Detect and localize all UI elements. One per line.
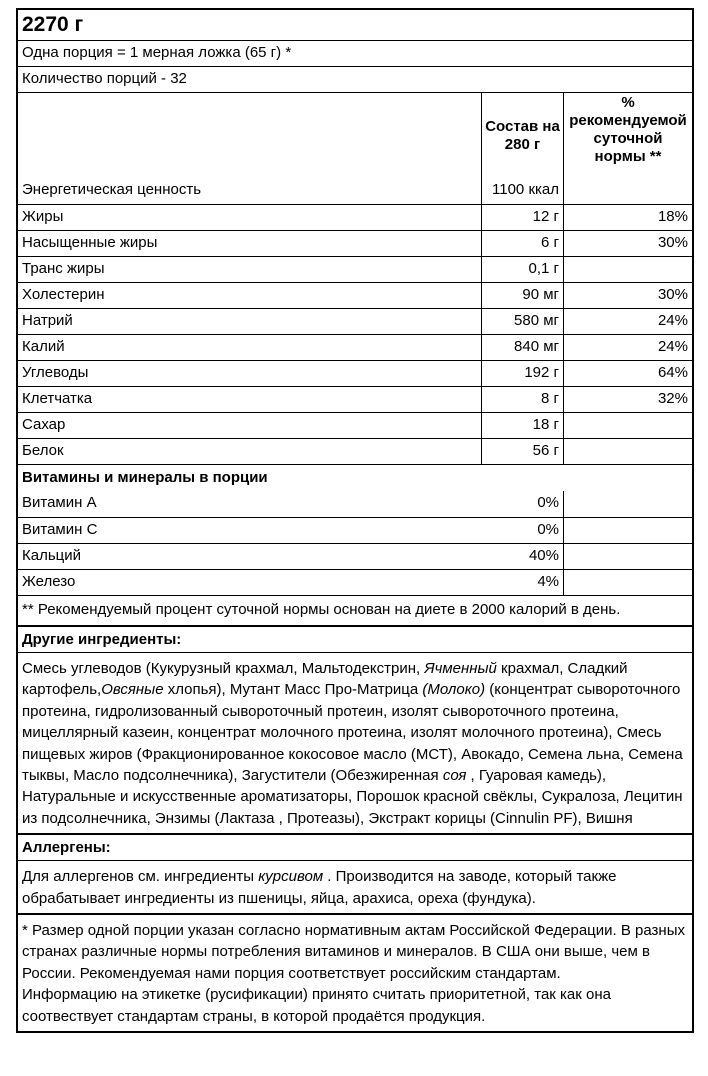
header-daily-value: % рекомендуемой суточной нормы ** (569, 94, 687, 165)
vitamin-empty-cell (564, 570, 692, 595)
vitamin-value: 0% (537, 521, 559, 538)
servings-count: Количество порций - 32 (18, 66, 692, 92)
nutrient-row (18, 308, 692, 334)
nutrient-row (18, 230, 692, 256)
vitamin-name: Витамин С (22, 521, 98, 538)
header-blank (18, 93, 482, 178)
nutrient-row (18, 386, 692, 412)
product-weight: 2270 г (22, 13, 84, 36)
nutrient-name: Натрий (18, 309, 482, 334)
serving-note-2: Информацию на этикетке (русификации) принято считать приоритетной, так как она соотвествует стандартам страны, в которой продаётся продукция. (22, 986, 611, 1025)
vitamin-row (18, 491, 692, 517)
nutrient-name: Транс жиры (18, 257, 482, 282)
nutrient-daily-value (564, 178, 692, 204)
nutrient-daily-value: 24% (657, 338, 688, 355)
nutrient-row (18, 256, 692, 282)
nutrient-amount: 192 г (482, 361, 564, 386)
vitamin-value: 0% (537, 494, 559, 511)
vitamin-empty-cell (564, 491, 692, 517)
allergens-text: Для аллергенов см. ингредиенты курсивом . Производится на заводе, который также обрабатывает ингредиенты из пшеницы, яйца, арахиса, ореха (фундука). (18, 860, 692, 913)
nutrient-name: Калий (18, 335, 482, 360)
vitamin-row (18, 543, 692, 569)
nutrient-daily-value: 64% (657, 364, 688, 381)
nutrient-amount: 8 г (482, 387, 564, 412)
nutrient-amount: 12 г (482, 205, 564, 230)
nutrient-amount: 6 г (482, 231, 564, 256)
header-amount: Состав на 280 г (482, 93, 564, 178)
nutrient-name: Энергетическая ценность (18, 178, 482, 204)
nutrient-name: Сахар (18, 413, 482, 438)
nutrient-amount: 840 мг (482, 335, 564, 360)
nutrient-daily-value: 24% (657, 312, 688, 329)
nutrient-amount: 0,1 г (482, 257, 564, 282)
nutrient-daily-value: 30% (657, 286, 688, 303)
nutrient-amount: 1100 ккал (482, 178, 564, 204)
nutrient-name: Жиры (18, 205, 482, 230)
nutrient-name: Насыщенные жиры (18, 231, 482, 256)
vitamin-name: Кальций (22, 547, 81, 564)
vitamin-empty-cell (564, 544, 692, 569)
vitamin-row (18, 517, 692, 543)
allergens-title: Аллергены: (18, 833, 692, 860)
nutrient-daily-value (564, 257, 692, 282)
serving-notes (18, 913, 692, 1031)
nutrient-amount: 56 г (482, 439, 564, 464)
nutrient-amount: 18 г (482, 413, 564, 438)
nutrient-row (18, 438, 692, 464)
table-header (18, 92, 692, 178)
ingredients-title: Другие ингредиенты: (18, 625, 692, 652)
nutrient-row (18, 360, 692, 386)
nutrient-amount: 90 мг (482, 283, 564, 308)
nutrient-row (18, 204, 692, 230)
serving-size: Одна порция = 1 мерная ложка (65 г) * (18, 40, 692, 66)
nutrient-daily-value (564, 439, 692, 464)
nutrient-name: Холестерин (18, 283, 482, 308)
nutrition-label (16, 8, 694, 1033)
serving-note-1: * Размер одной порции указан согласно нормативным актам Российской Федерации. В разных странах различные нормы потребления витаминов и минералов. В США они выше, чем в России. Рекомендуемая нами порция соответствует российским стандартам. (22, 922, 685, 982)
nutrient-daily-value: 18% (657, 208, 688, 225)
nutrient-row (18, 334, 692, 360)
nutrient-daily-value: 32% (657, 390, 688, 407)
nutrient-name: Клетчатка (18, 387, 482, 412)
vitamin-name: Железо (22, 573, 76, 590)
vitamin-name: Витамин А (22, 494, 97, 511)
vitamin-value: 40% (528, 547, 559, 564)
nutrient-name: Углеводы (18, 361, 482, 386)
nutrient-row (18, 412, 692, 438)
daily-value-footnote: ** Рекомендуемый процент суточной нормы основан на диете в 2000 калорий в день. (18, 595, 692, 625)
vitamins-title: Витамины и минералы в порции (18, 464, 692, 491)
nutrient-daily-value: 30% (657, 234, 688, 251)
nutrient-daily-value (564, 413, 692, 438)
vitamin-value: 4% (537, 573, 559, 590)
nutrient-row (18, 178, 692, 204)
ingredients-text: Смесь углеводов (Кукурузный крахмал, Мальтодекстрин, Ячменный крахмал, Сладкий картофель,Овсяные хлопья), Мутант Масс Про-Матрица (Молоко) (концентрат сывороточного протеина, гидролизованный сывороточный протеин, изолят сывороточного протеина, мицеллярный казеин, концентрат молочного протеина, изолят молочного протеина), Смесь пищевых жиров (Фракционированное кокосовое масло (МСТ), Авокадо, Семена льна, Семена тыквы, Масло подсолнечника), Загустители (Обезжиренная соя , Гуаровая камедь), Натуральные и искусственные ароматизаторы, Порошок красной свёклы, Сукралоза, Лецитин из подсолнечника, Энзимы (Лактаза , Протеазы), Экстракт корицы (Cinnulin PF), Вишня (18, 652, 692, 833)
vitamin-row (18, 569, 692, 595)
nutrient-row (18, 282, 692, 308)
nutrient-amount: 580 мг (482, 309, 564, 334)
nutrient-name: Белок (18, 439, 482, 464)
vitamin-empty-cell (564, 518, 692, 543)
